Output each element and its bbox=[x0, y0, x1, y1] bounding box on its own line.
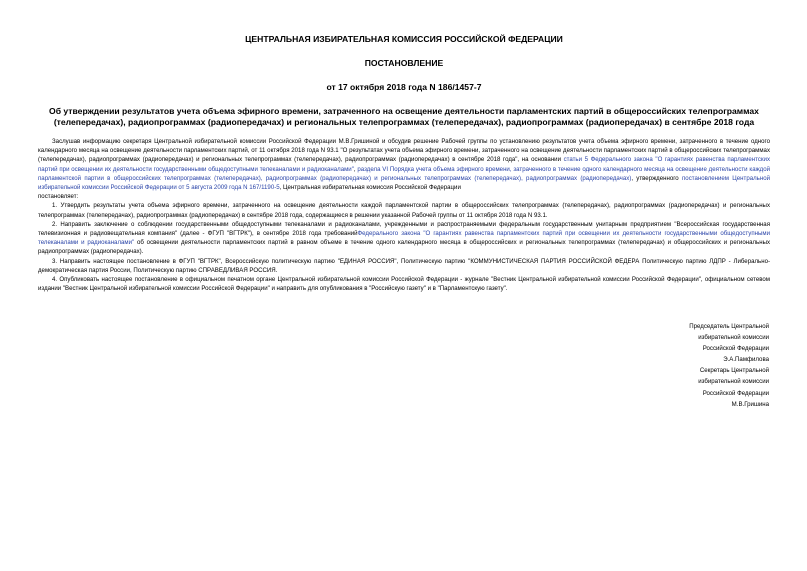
signature-name: М.В.Гришина bbox=[731, 400, 769, 408]
cec-resolution-link[interactable]: постановлением Центральной избирательной комиссии Российской Федерации от 5 августа 2009 года N 167/1190-5 bbox=[38, 174, 771, 192]
signature-line: Секретарь Центральной bbox=[699, 367, 769, 375]
preamble-text-d: , Центральная избирательная комиссия Российской Федерации bbox=[279, 184, 461, 192]
procedure-section-vi-link[interactable]: раздела VI Порядка учета объема эфирного времени, затраченного в течение одного календарного месяца на освещение деятельности каждой парламентской партии в общероссийских телепрограммах (телепередачах), радиопрограммах (радиопередачах) и региональных телепрограммах (телепередачах), радиопрограммах (радиопередачах) bbox=[38, 165, 771, 182]
preamble-text-c: , утвержденного bbox=[631, 174, 682, 182]
item-3-paragraph: 3. Направить настоящее постановление в ФГУП "ВГТРК", Всероссийскую политическую партию "ЕДИНАЯ РОССИЯ", Политическую партию "КОММУНИСТИЧЕСКАЯ ПАРТИЯ РОССИЙСКОЙ ФЕДЕРА Политическую партию ЛДПР - Либерально-демократическая партия России, Политическую партию СПРАВЕДЛИВАЯ РОССИЯ. bbox=[38, 257, 770, 274]
signature-line: избирательной комиссии bbox=[698, 378, 769, 386]
commission-heading: ЦЕНТРАЛЬНАЯ ИЗБИРАТЕЛЬНАЯ КОМИССИЯ РОССИЙСКОЙ ФЕДЕРАЦИИ bbox=[245, 34, 563, 44]
signature-block bbox=[639, 321, 769, 410]
resolves-line: постановляет: bbox=[38, 193, 79, 201]
signature-name: Э.А.Памфилова bbox=[723, 356, 769, 364]
document-title: Об утверждении результатов учета объема эфирного времени, затраченного на освещение деятельности парламентских партий в общероссийских телепрограммах (телепередачах), радиопрограммах (радиопередачах) и региональных телепрограммах (телепередачах), радиопрограммах (радиопередачах) в сентябре 2018 года bbox=[49, 106, 759, 127]
preamble-text-a: Заслушав информацию секретаря Центральной избирательной комиссии Российской Федерации М.В.Гришиной и обсудив решение Рабочей группы по установлению результатов учета объема эфирного времени, затраченного в течение одного календарного месяца на освещение деятельности парламентских партий, от 11 октября 2018 года N 93.1 "О результатах учета объема эфирного времени, затраченного на освещение деятельности парламентских партий в общероссийских телепрограммах (телепередачах), радиопрограммах (радиопередачах) и региональных телепрограммах (телепередачах), радиопрограммах (радиопередачах) в сентябре 2018 года", на основании bbox=[38, 138, 770, 164]
signature-line: Председатель Центральной bbox=[689, 323, 769, 330]
item-4-paragraph: 4. Опубликовать настоящее постановление в официальном печатном органе Центральной избирательной комиссии Российской Федерации - журнале "Вестник Центральной избирательной комиссии Российской Федерации", официальном сетевом издании "Вестник Центральной избирательной комиссии Российской Федерации" и направить для опубликования в "Российскую газету" и в "Парламентскую газету". bbox=[38, 276, 770, 293]
item-2-text-a: 2. Направить заключение о соблюдении государственными общедоступными телеканалами и радиоканалами, учрежденными и распространяемыми федеральным государственным унитарным предприятием "Всероссийская государственная телевизионная и радиовещательная компания" (далее - ФГУП "ВГТРК"), в сентябре 2018 года требований bbox=[38, 220, 770, 238]
item-2-text-b: об освещении деятельности парламентских партий в равном объеме в течение одного календарного месяца в общероссийских и региональных телепрограммах (телепередачах) и общероссийских и региональных радиопрограммах (радиопередачах). bbox=[38, 239, 770, 256]
preamble-paragraph bbox=[38, 137, 770, 192]
signature-line: избирательной комиссии bbox=[698, 334, 769, 342]
signature-line: Российской Федерации bbox=[702, 345, 769, 353]
document-type-heading: ПОСТАНОВЛЕНИЕ bbox=[364, 58, 444, 68]
preamble-text-b: , bbox=[353, 165, 358, 173]
federal-law-link[interactable]: Федерального закона "О гарантиях равенства парламентских партий при освещении их деятельности государственными общедоступными телеканалами и радиоканалами" bbox=[38, 230, 770, 247]
document-body bbox=[38, 137, 770, 293]
item-1-paragraph: 1. Утвердить результаты учета объема эфирного времени, затраченного на освещение деятельности каждой парламентской партии в общероссийских телепрограммах (телепередачах), радиопрограммах (радиопередачах) и региональных телепрограммах (телепередачах), радиопрограммах (радиопередачах) в сентябре 2018 года, содержащиеся в решении указанной Рабочей группы от 11 октября 2018 года N 93.1. bbox=[38, 202, 770, 219]
signature-line: Российской Федерации bbox=[702, 389, 769, 397]
document-date-number: от 17 октября 2018 года N 186/1457-7 bbox=[326, 82, 482, 92]
item-2-paragraph bbox=[38, 220, 770, 257]
law-article-5-link[interactable]: статьи 5 Федерального закона "О гарантиях равенства парламентских партий при освещении их деятельности государственными общедоступными телеканалами и радиоканалами" bbox=[38, 156, 770, 173]
document bbox=[38, 34, 770, 293]
